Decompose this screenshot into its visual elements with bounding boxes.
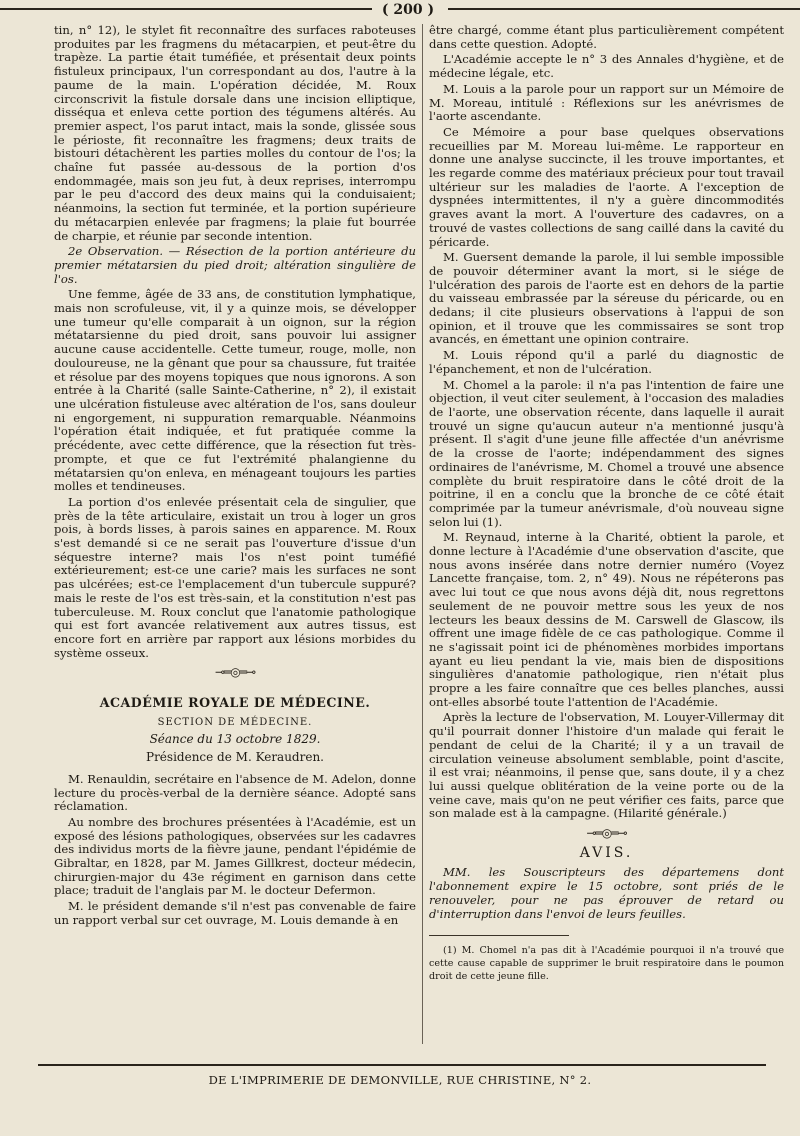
seance-date: Séance du 13 octobre 1829. [149,732,321,747]
paragraph: M. Guersent demande la parole, il lui semble impossible de pouvoir déterminer avant la mort, si le siége de l'ulcération des parois de l'aorte est en dehors de la partie du vaisseau embrassée par la séreuse du péricarde, ou en dedans; il cite plusieurs observations à l'appui de son opinion, et il trouve que les commissaires se sont trop avancés, en émettant une opinion contraire. [429,250,784,347]
paragraph: Au nombre des brochures présentées à l'Académie, est un exposé des lésions pathologiques, observées sur les cadavres des individus morts de la fièvre jaune, pendant l'épidémie de Gibraltar, en 1828, par M. James Gillkrest, docteur médecin, chirurgien-major du 43e régiment en garnison dans cette place; traduit de l'anglais par M. le docteur Defermon. [54,814,416,898]
paragraph: M. Chomel a la parole: il n'a pas l'intention de faire une objection, il veut citer seulement, à l'occasion des maladies de l'aorte, une observation récente, dans laquelle il aurait trouvé un signe qu'aucun auteur n'a mentionné jusqu'à présent. Il s'agit d'une jeune fille affectée d'un anévrisme de la crosse de l'aorte; indépendamment des signes ordinaires de l'anévrisme, M. Chomel a trouvé une absence complète du bruit respiratoire dans le côté droit de la poitrine, il en a conclu que la bronche de ce côté était comprimée par la tumeur anévrismale, d'où nouveau signe selon lui (1). [429,377,784,529]
paragraph: Ce Mémoire a pour base quelques observations recueillies par M. Moreau lui-même. Le rapporteur en donne une analyse succincte, il les trouve importantes, et les regarde comme des matériaux précieux pour tout travail ultérieur sur les maladies de l'aorte. A l'exception de dyspnées intermittentes, il n'y a guère dincommodités graves avant la mort. A l'ouverture des cadavres, on a trouvé de vastes collections de sang caillé dans la cavité du péricarde. [429,124,784,249]
academie-heading: ACADÉMIE ROYALE DE MÉDECINE. [99,695,371,711]
paragraph: être chargé, comme étant plus particulièrement compétent dans cette question. Adopté. [429,23,784,51]
avis-title: AVIS. [579,844,634,861]
paragraph: Après la lecture de l'observation, M. Louyer-Villermay dit qu'il pourrait donner l'histoire d'un malade qui ferait le pendant de celui de la Charité; il y a un travail de circulation veineuse absolument semblable, point d'ascite, il est vrai; néanmoins, il pense que, sans doute, il y a chez lui aussi quelque oblitération de la veine porte ou de la veine cave, mais qu'on ne peut vérifier ces faits, parce que son malade est à la campagne. (Hilarité générale.) [429,710,784,821]
page-number: ( 200 ) [381,2,435,18]
section-heading: SECTION DE MÉDECINE. [157,716,313,728]
ornament-divider: ⊸═◎═⊸ [214,665,256,680]
imprint-line: DE L'IMPRIMERIE DE DEMONVILLE, RUE CHRISTINE, N° 2. [208,1073,592,1087]
ornament-divider: ⊸═◎═⊸ [586,826,627,841]
header-rule-right [448,8,800,10]
paragraph: M. Renauldin, secrétaire en l'absence de M. Adelon, donne lecture du procès-verbal de la dernière séance. Adopté sans réclamation. [54,771,416,814]
paragraph: La portion d'os enlevée présentait cela de singulier, que près de la tête articulaire, existait un trou à loger un gros pois, à bords lisses, à parois saines en apparence. M. Roux s'est demandé si ce ne serait pas l'ouverture d'issue d'un séquestre interne? mais l'os n'est point tuméfié extérieurement; est-ce une carie? mais les surfaces ne sont pas ulcérées; est-ce l'emplacement d'un tubercule suppuré? mais le reste de l'os est très-sain, et la constitution n'est pas tuberculeuse. M. Roux conclut que l'anatomie pathologique qui est fort avancée relativement aux autres tissus, est encore fort en arrière par rapport aux lésions morbides du système osseux. [54,494,416,660]
left-column [54,24,416,930]
column-divider [422,24,423,1044]
paragraph: tin, n° 12), le stylet fit reconnaître des surfaces raboteuses produites par les fragmens du métacarpien, et peut-être du trapèze. La partie était tuméfiée, et présentait deux points fistuleux principaux, l'un correspondant au dos, l'autre à la paume de la main. L'opération décidée, M. Roux circonscrivit la fistule dorsale dans une incision elliptique, disséqua et enleva cette portion des tégumens altérés. Au premier aspect, l'os parut intact, mais la sonde, glissée sous le périoste, fit reconnaître les fragmens; deux traits de bistouri détachèrent les parties molles du contour de l'os; la chaîne fut passée au-dessous de la portion d'os endommagée, mais son jeu fut, à deux reprises, interrompu par le peu d'accord des deux mains qui la conduisaient; néanmoins, la section fut terminée, et la portion supérieure du métacarpien enlevée par fragmens; la plaie fut bourrée de charpie, et réunie par seconde intention. [54,23,416,243]
bottom-rule [38,1064,766,1066]
footnote-rule [429,935,569,936]
footnote: (1) M. Chomel n'a pas dit à l'Académie pourquoi il n'a trouvé que cette cause capable de supprimer le bruit respiratoire dans le poumon droit de cette jeune fille. [429,945,784,983]
paragraph: L'Académie accepte le n° 3 des Annales d'hygiène, et de médecine légale, etc. [429,52,784,81]
presidence-line: Présidence de M. Keraudren. [146,750,324,765]
avis-body: MM. les Souscripteurs des départemens dont l'abonnement expire le 15 octobre, sont priés de le renouveler, pour ne pas éprouver de retard ou d'interruption dans l'envoi de leurs feuilles. [429,865,784,921]
paragraph: M. le président demande s'il n'est pas convenable de faire un rapport verbal sur cet ouvrage, M. Louis demande à en [54,899,416,927]
paragraph: M. Louis a la parole pour un rapport sur un Mémoire de M. Moreau, intitulé : Réflexions sur les anévrismes de l'aorte ascendante. [429,81,784,124]
observation-title: 2e Observation. — Résection de la portion antérieure du premier métatarsien du pied droit; altération singulière de l'os. [54,244,416,286]
paragraph: Une femme, âgée de 33 ans, de constitution lymphatique, mais non scrofuleuse, vit, il y a quinze mois, se développer une tumeur qu'elle comparait à un oignon, sur la région métatarsienne du pied droit, sans pouvoir lui assigner aucune cause accidentelle. Cette tumeur, rouge, molle, non douloureuse, ne la gênant que pour sa chaussure, fut traitée et résolue par des moyens topiques que nous ignorons. A son entrée à la Charité (salle Sainte-Catherine, n° 2), il existait une ulcération fistuleuse avec altération de l'os, sans douleur ni engorgement, ni suppuration remarquable. Néanmoins l'opération était indiquée, et fut pratiquée comme la précédente, avec cette différence, que la résection fut très-prompte, et que ce fut l'extrémité phalangienne du métatarsien qu'on enleva, en ménageant toujours les parties molles et tendineuses. [54,287,416,494]
header-rule-left [0,8,372,10]
right-column [429,24,784,985]
paragraph: M. Reynaud, interne à la Charité, obtient la parole, et donne lecture à l'Académie d'une observation d'ascite, que nous avons insérée dans notre dernier numéro (Voyez Lancette française, tom. 2, n° 49). Nous ne répéterons pas avec lui tout ce que nous avons déjà dit, nous regrettons seulement de ne pouvoir mettre sous les yeux de nos lecteurs les beaux dessins de M. Carswell de Glascow, ils offrent une image fidèle de ce cas pathologique. Comme il ne s'agissait point ici de phénomènes morbides importans ayant eu lieu pendant la vie, mais bien de dispositions singulières d'anatomie pathologique, rien n'était plus propre a les faire connaître que ces belles planches, aussi ont-elles absorbé toute l'attention de l'Académie. [429,530,784,709]
paragraph: M. Louis répond qu'il a parlé du diagnostic de l'épanchement, et non de l'ulcération. [429,348,784,376]
